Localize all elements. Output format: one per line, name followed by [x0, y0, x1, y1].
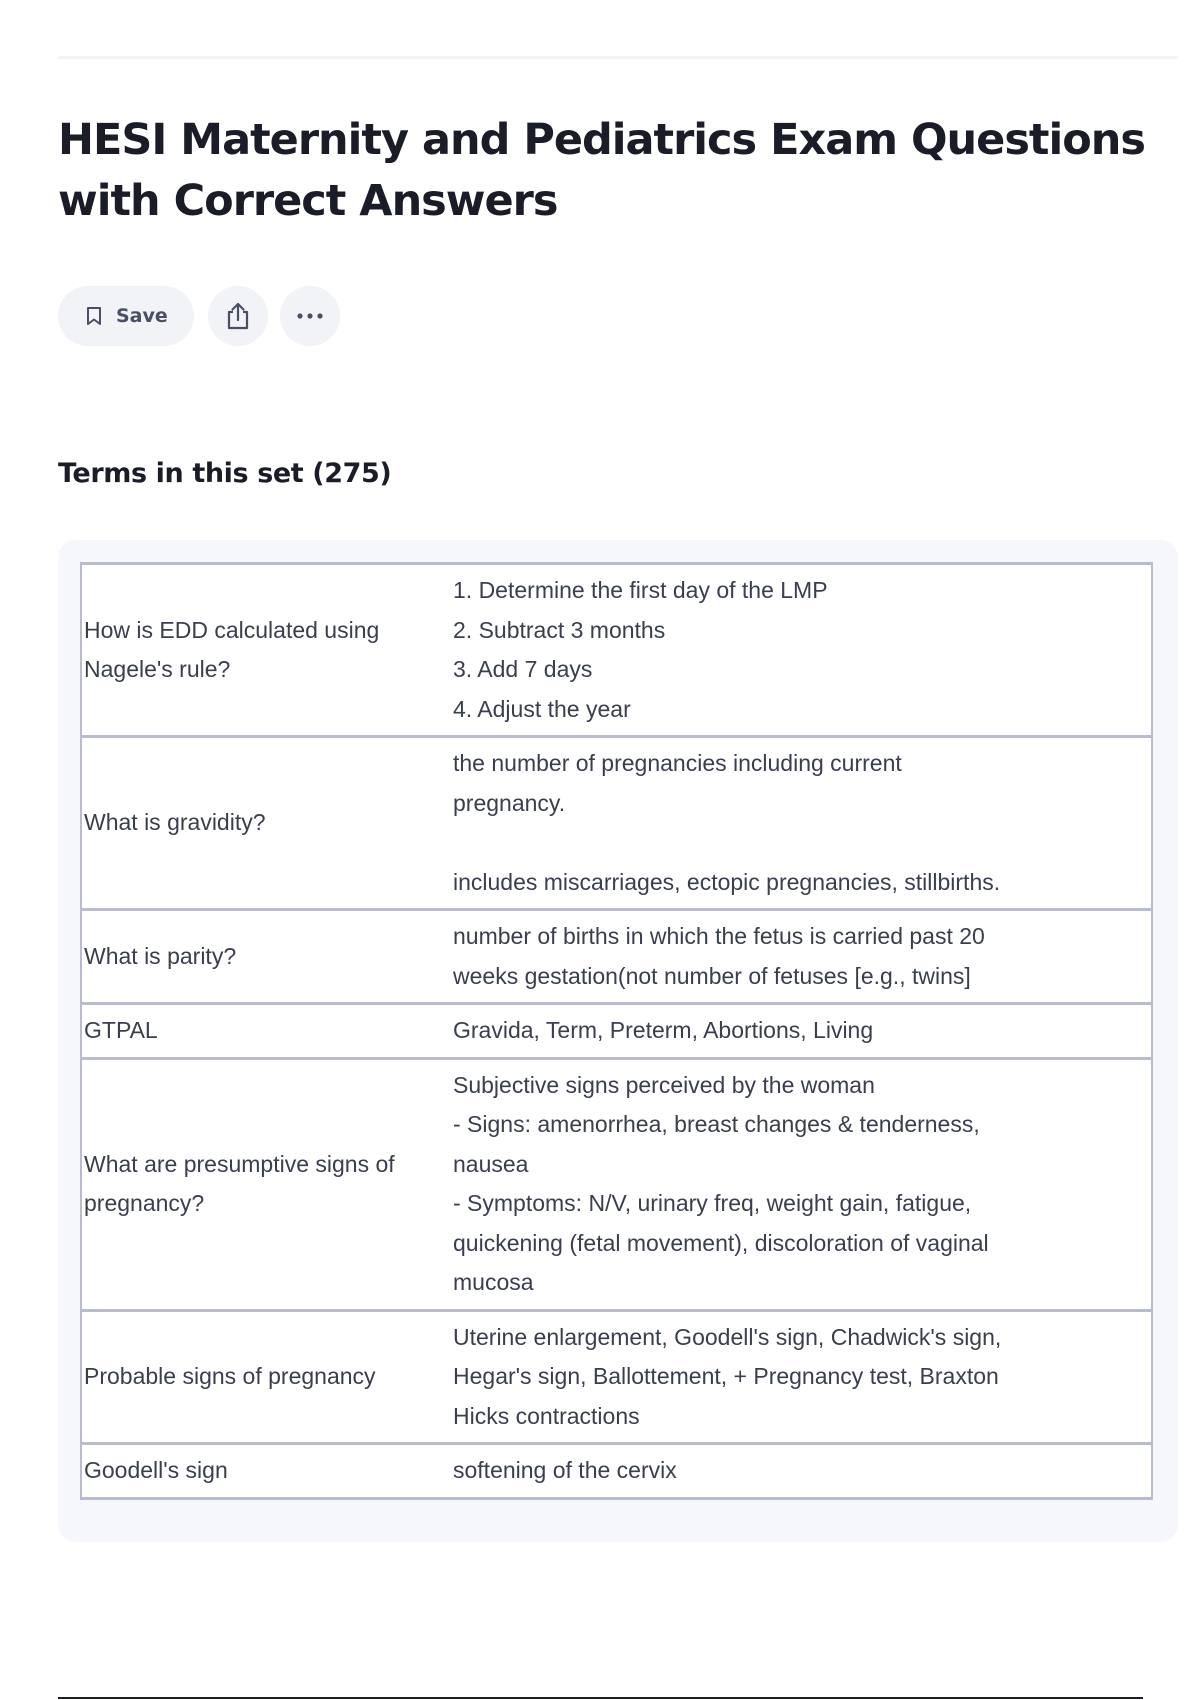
definition-line: softening of the cervix [453, 1457, 677, 1483]
bottom-divider [58, 1697, 1143, 1699]
share-button[interactable] [208, 286, 268, 346]
more-horizontal-icon [296, 313, 324, 319]
term-definition [403, 1444, 1152, 1499]
definition-line: 4. Adjust the year [453, 695, 631, 722]
definition-line: quickening (fetal movement), discoloration of vaginal [453, 1229, 989, 1256]
term-row[interactable] [81, 1444, 1152, 1499]
term-word: What are presumptive signs of pregnancy? [81, 1058, 403, 1310]
term-definition [403, 1058, 1152, 1310]
definition-line: Subjective signs perceived by the woman [453, 1071, 875, 1098]
bookmark-icon [86, 306, 102, 326]
definition-line: - Signs: amenorrhea, breast changes & tenderness, [453, 1111, 980, 1137]
definition-line: includes miscarriages, ectopic pregnancies, stillbirths. [453, 868, 1001, 895]
definition-line: 2. Subtract 3 months [453, 616, 666, 643]
term-row[interactable] [81, 564, 1152, 737]
definition-line: Hicks contractions [453, 1402, 640, 1429]
share-icon [224, 301, 252, 331]
definition-line: weeks gestation(not number of fetuses [e.g., twins] [453, 962, 971, 989]
definition-line: - Symptoms: N/V, urinary freq, weight gain, fatigue, [453, 1190, 972, 1216]
definition-line: Uterine enlargement, Goodell's sign, Chadwick's sign, [453, 1323, 1002, 1350]
term-definition [403, 564, 1152, 737]
term-definition [403, 737, 1152, 910]
term-row[interactable] [81, 1058, 1152, 1310]
term-word: What is parity? [81, 910, 403, 1004]
page-title: HESI Maternity and Pediatrics Exam Questions with Correct Answers [58, 115, 1145, 226]
term-word: Probable signs of pregnancy [81, 1310, 403, 1444]
term-row[interactable] [81, 1004, 1152, 1059]
term-row[interactable] [81, 1310, 1152, 1444]
term-word: Goodell's sign [81, 1444, 403, 1499]
term-definition [403, 1310, 1152, 1444]
term-definition [403, 910, 1152, 1004]
term-definition [403, 1004, 1152, 1059]
term-word: GTPAL [81, 1004, 403, 1059]
term-row[interactable] [81, 910, 1152, 1004]
action-bar [58, 286, 340, 346]
definition-line: nausea [453, 1150, 529, 1177]
top-divider [58, 56, 1178, 59]
definition-line: Gravida, Term, Preterm, Abortions, Living [453, 1017, 874, 1043]
more-button[interactable] [280, 286, 340, 346]
terms-table [80, 562, 1153, 1500]
definition-spacer [453, 823, 1131, 863]
definition-line: Hegar's sign, Ballottement, + Pregnancy test, Braxton [453, 1363, 999, 1389]
save-button-label: Save [116, 305, 168, 327]
definition-line: the number of pregnancies including current [453, 750, 902, 776]
definition-line: pregnancy. [453, 789, 566, 816]
definition-line: 1. Determine the first day of the LMP [453, 577, 828, 603]
definition-line: number of births in which the fetus is carried past 20 [453, 923, 985, 949]
term-word: What is gravidity? [81, 737, 403, 910]
definition-line: 3. Add 7 days [453, 656, 593, 682]
term-word: How is EDD calculated using Nagele's rule? [81, 564, 403, 737]
term-row[interactable] [81, 737, 1152, 910]
terms-heading: Terms in this set (275) [58, 458, 392, 489]
definition-line: mucosa [453, 1269, 534, 1295]
save-button[interactable] [58, 286, 194, 346]
